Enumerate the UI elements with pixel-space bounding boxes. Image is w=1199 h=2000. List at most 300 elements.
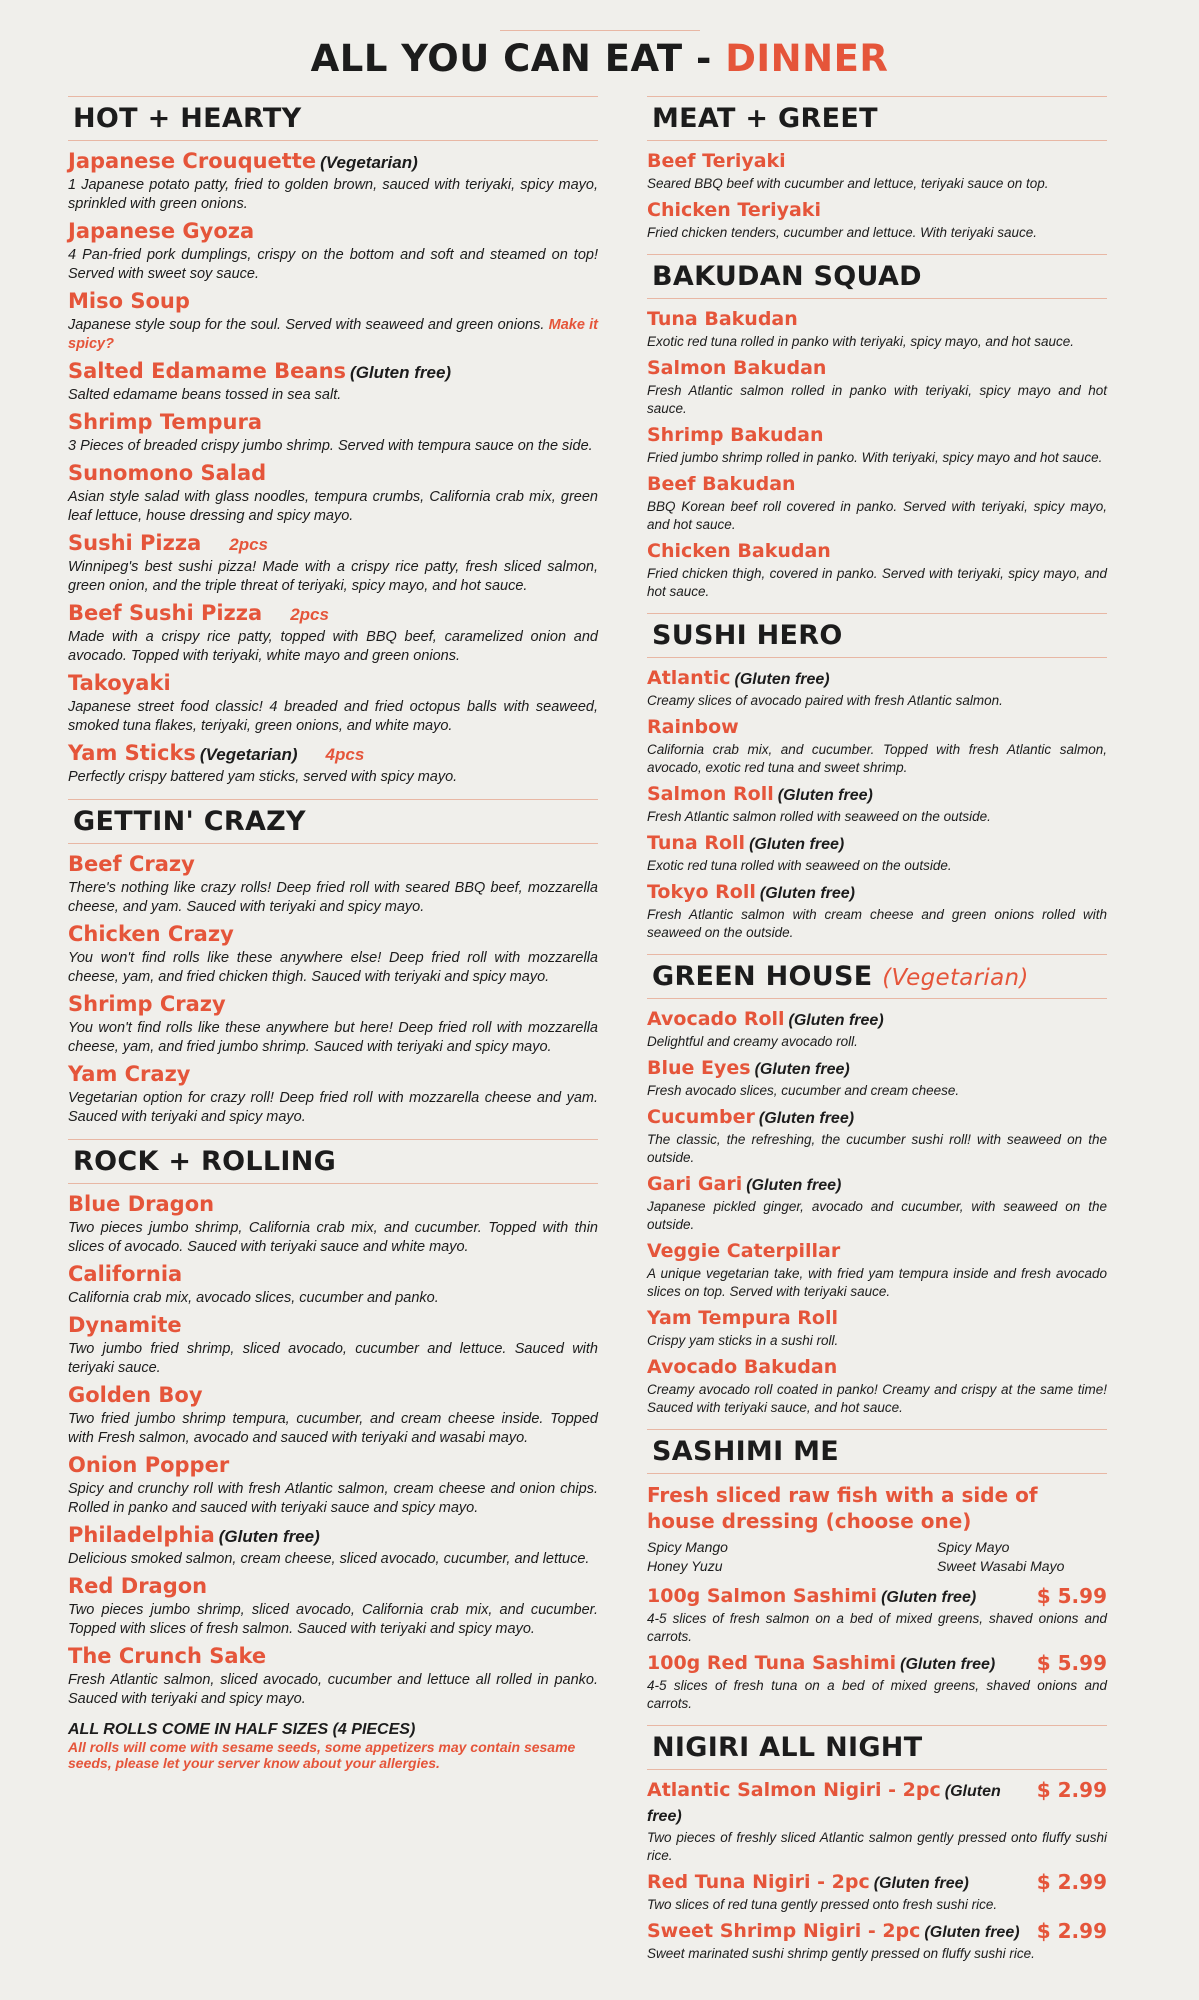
item-description-text: BBQ Korean beef roll covered in panko. Served with teriyaki, spicy mayo, and hot sauce.: [647, 499, 1107, 532]
section-title-text: SUSHI HERO: [652, 620, 843, 651]
item-name: Dynamite: [68, 1313, 182, 1337]
menu-section: [647, 1725, 1107, 1963]
menu-item: [647, 1056, 1107, 1100]
menu-item: [647, 666, 1107, 710]
item-tag: (Gluten free): [900, 1656, 996, 1673]
item-description: [68, 1601, 598, 1639]
item-description: [647, 175, 1107, 193]
menu-item: [647, 1239, 1107, 1301]
item-name: Sweet Shrimp Nigiri - 2pc: [647, 1920, 921, 1942]
menu-item: [647, 1172, 1107, 1234]
dressing-option: Honey Yuzu: [647, 1558, 723, 1574]
item-description: [68, 1289, 598, 1308]
menu-item: [68, 410, 598, 456]
item-tag: (Gluten free): [881, 1589, 977, 1606]
title-accent: DINNER: [725, 37, 889, 80]
sashimi-intro: Fresh sliced raw fish with a side of house dressing (choose one): [647, 1483, 1038, 1533]
item-description-text: 4-5 slices of fresh tuna on a bed of mixed greens, shaved onions and carrots.: [647, 1678, 1107, 1711]
menu-item-header: [647, 1870, 1107, 1896]
item-quantity: 4pcs: [325, 745, 365, 764]
item-description-text: Japanese style soup for the soul. Served with seaweed and green onions.: [68, 317, 545, 333]
title-main: ALL YOU CAN EAT -: [310, 37, 726, 80]
section-header: [68, 1139, 598, 1184]
item-description-text: Seared BBQ beef with cucumber and lettuce, teriyaki sauce on top.: [647, 176, 1049, 191]
item-description: [68, 949, 598, 987]
item-description-text: Creamy slices of avocado paired with fresh Atlantic salmon.: [647, 693, 1003, 708]
menu-section: [647, 96, 1107, 242]
item-description: [68, 1340, 598, 1378]
menu-item: [68, 1313, 598, 1378]
item-description-text: You won't find rolls like these anywhere but here! Deep fried roll with mozzarella cheese, yam, and fried jumbo shrimp. Sauced with teriyaki and spicy mayo.: [68, 1020, 598, 1055]
item-description: [68, 1089, 598, 1127]
item-description: [68, 698, 598, 736]
item-description: [647, 1198, 1107, 1234]
item-name: Beef Bakudan: [647, 473, 796, 495]
item-description: [647, 1945, 1107, 1963]
item-tag: (Gluten free): [350, 363, 452, 382]
menu-item-header: [68, 1262, 598, 1289]
item-description: [647, 692, 1107, 710]
item-name: Takoyaki: [68, 671, 171, 695]
item-name: Tuna Bakudan: [647, 308, 798, 330]
item-description-text: Fried chicken tenders, cucumber and lettuce. With teriyaki sauce.: [647, 225, 1038, 240]
menu-item: [68, 1192, 598, 1257]
item-name: Atlantic Salmon Nigiri - 2pc: [647, 1779, 941, 1801]
item-description-text: 3 Pieces of breaded crispy jumbo shrimp. Served with tempura sauce on the side.: [68, 438, 593, 454]
menu-item: [68, 1453, 598, 1518]
item-name: Shrimp Bakudan: [647, 424, 824, 446]
item-name: Cucumber: [647, 1106, 755, 1128]
menu-item: [647, 1105, 1107, 1167]
item-price: $ 5.99: [1036, 1651, 1107, 1675]
menu-item-header: [647, 1239, 1107, 1265]
menu-section: [647, 254, 1107, 601]
item-name: Rainbow: [647, 716, 739, 738]
item-description-text: Made with a crispy rice patty, topped with BBQ beef, caramelized onion and avocado. Topped with teriyaki, white mayo and green onions.: [68, 629, 598, 664]
item-name: Red Tuna Nigiri - 2pc: [647, 1871, 870, 1893]
item-name: Veggie Caterpillar: [647, 1240, 841, 1262]
item-description: [68, 1019, 598, 1057]
item-description: [68, 437, 598, 456]
item-tag: (Vegetarian): [199, 745, 298, 764]
item-description: [68, 628, 598, 666]
item-name: Blue Eyes: [647, 1057, 751, 1079]
item-description-text: Exotic red tuna rolled in panko with teriyaki, spicy mayo, and hot sauce.: [647, 334, 1074, 349]
menu-item-header: [647, 472, 1107, 498]
item-description: [68, 879, 598, 917]
item-name: Yam Sticks: [68, 741, 196, 765]
menu-item: [68, 1523, 598, 1569]
item-name: Miso Soup: [68, 289, 190, 313]
item-name: Tokyo Roll: [647, 881, 756, 903]
menu-item-header: [68, 1313, 598, 1340]
section-header: [68, 96, 598, 141]
menu-item-header: [68, 531, 598, 558]
item-description-text: Fresh Atlantic salmon, sliced avocado, cucumber and lettuce all rolled in panko. Sauced with teriyaki and spicy mayo.: [68, 1672, 598, 1707]
menu-item-header: [68, 1453, 598, 1480]
item-name: Salmon Roll: [647, 783, 774, 805]
item-description: [68, 558, 598, 596]
menu-section: [647, 613, 1107, 942]
item-description-text: Perfectly crispy battered yam sticks, served with spicy mayo.: [68, 769, 458, 785]
item-description: [68, 1550, 598, 1569]
menu-item: [647, 423, 1107, 467]
item-description-text: Japanese street food classic! 4 breaded and fried octopus balls with seaweed, smoked tuna flakes, teriyaki, green onions, and white mayo.: [68, 699, 598, 734]
item-name: Sunomono Salad: [68, 461, 267, 485]
item-name: Beef Teriyaki: [647, 150, 786, 172]
item-description: [647, 1131, 1107, 1167]
menu-item: [647, 149, 1107, 193]
item-price: $ 2.99: [1036, 1778, 1107, 1802]
item-price: $ 2.99: [1036, 1870, 1107, 1894]
item-name: The Crunch Sake: [68, 1644, 267, 1668]
item-name: Salmon Bakudan: [647, 357, 827, 379]
dressing-option: Sweet Wasabi Mayo: [937, 1558, 1065, 1574]
section-header: [647, 1429, 1107, 1474]
menu-item-header: [647, 1306, 1107, 1332]
item-name: California: [68, 1262, 183, 1286]
item-description: [68, 768, 598, 787]
item-description-text: Japanese pickled ginger, avocado and cucumber, with seaweed on the outside.: [647, 1199, 1107, 1232]
item-description-text: Crispy yam sticks in a sushi roll.: [647, 1333, 839, 1348]
section-header: [647, 613, 1107, 658]
section-title: [73, 806, 593, 837]
item-tag: (Gluten free): [734, 671, 830, 688]
menu-item-header: [68, 1192, 598, 1219]
menu-item: [68, 992, 598, 1057]
item-description: [647, 1332, 1107, 1350]
item-description-text: Creamy avocado roll coated in panko! Creamy and crispy at the same time! Sauced with teriyaki sauce, and hot sauce.: [647, 1382, 1107, 1415]
item-name: Chicken Crazy: [68, 922, 234, 946]
menu-item-header: [68, 410, 598, 437]
item-description-text: 4-5 slices of fresh salmon on a bed of mixed greens, shaved onions and carrots.: [647, 1611, 1107, 1644]
menu-item-header: [647, 1172, 1107, 1198]
menu-item-header: [647, 782, 1107, 808]
item-description-text: The classic, the refreshing, the cucumber sushi roll! with seaweed on the outside.: [647, 1132, 1107, 1165]
menu-item: [647, 1651, 1107, 1713]
menu-item-header: [647, 198, 1107, 224]
item-description: [68, 246, 598, 284]
item-description-text: Exotic red tuna rolled with seaweed on the outside.: [647, 858, 952, 873]
section-title-text: BAKUDAN SQUAD: [652, 261, 922, 292]
menu-item: [647, 307, 1107, 351]
item-name: Yam Tempura Roll: [647, 1307, 839, 1329]
section-title: [652, 961, 1102, 992]
section-title-text: ROCK + ROLLING: [73, 1146, 337, 1177]
dressing-options: [647, 1538, 1107, 1576]
item-description-text: California crab mix, avocado slices, cucumber and panko.: [68, 1290, 439, 1306]
menu-item-header: [68, 1383, 598, 1410]
menu-item-header: [647, 423, 1107, 449]
section-header: [647, 1725, 1107, 1770]
item-name: Sushi Pizza: [68, 531, 202, 555]
item-name: Avocado Bakudan: [647, 1356, 838, 1378]
menu-section: [647, 1429, 1107, 1713]
item-name: Onion Popper: [68, 1453, 230, 1477]
section-title: [652, 1436, 1102, 1467]
item-tag: (Gluten free): [218, 1527, 320, 1546]
item-description-text: Fresh Atlantic salmon rolled with seaweed on the outside.: [647, 809, 991, 824]
item-tag: (Gluten free): [749, 836, 845, 853]
menu-item: [647, 1919, 1107, 1963]
item-description: [68, 176, 598, 214]
item-description: [647, 1829, 1107, 1865]
menu-section: [68, 96, 598, 787]
menu-item: [647, 472, 1107, 534]
menu-item-header: [68, 1062, 598, 1089]
item-description-text: You won't find rolls like these anywhere else! Deep fried roll with mozzarella cheese, yam, and fried chicken thigh. Sauced with teriyaki and spicy mayo.: [68, 950, 598, 985]
item-tag: (Gluten free): [754, 1061, 850, 1078]
menu-item: [68, 1644, 598, 1709]
item-description: [68, 1410, 598, 1448]
menu-item-header: [68, 1574, 598, 1601]
item-name: Salted Edamame Beans: [68, 359, 347, 383]
menu-item-header: [68, 461, 598, 488]
item-description: [647, 1033, 1107, 1051]
menu-item: [647, 1306, 1107, 1350]
menu-item-header: [647, 1919, 1107, 1945]
item-description: [647, 498, 1107, 534]
title-rule-top: [500, 30, 700, 31]
item-tag: (Gluten free): [758, 1110, 855, 1127]
item-description-text: Vegetarian option for crazy roll! Deep fried roll with mozzarella cheese and yam. Sauced with teriyaki and spicy mayo.: [68, 1090, 598, 1125]
item-description-text: Salted edamame beans tossed in sea salt.: [68, 387, 342, 403]
menu-item-header: [647, 307, 1107, 333]
menu-item-header: [68, 601, 598, 628]
item-name: Tuna Roll: [647, 832, 746, 854]
item-description: [68, 386, 598, 405]
item-description-text: Sweet marinated sushi shrimp gently pressed on fluffy sushi rice.: [647, 1946, 1035, 1961]
item-name: Golden Boy: [68, 1383, 203, 1407]
menu-item-header: [647, 715, 1107, 741]
section-title: [73, 103, 593, 134]
item-description: [647, 1082, 1107, 1100]
item-description: [647, 741, 1107, 777]
menu-item-header: [647, 1007, 1107, 1033]
menu-item-header: [68, 1644, 598, 1671]
item-description: [647, 906, 1107, 942]
menu-item: [647, 880, 1107, 942]
menu-item: [647, 715, 1107, 777]
menu-item: [68, 1262, 598, 1308]
section-header: [647, 96, 1107, 141]
menu-item-header: [68, 922, 598, 949]
item-description: [68, 1219, 598, 1257]
menu-item-header: [68, 149, 598, 176]
item-description: [647, 565, 1107, 601]
menu-item: [68, 461, 598, 526]
menu-item-header: [647, 1355, 1107, 1381]
menu-item: [647, 539, 1107, 601]
menu-item: [68, 219, 598, 284]
item-description-text: Asian style salad with glass noodles, tempura crumbs, California crab mix, green leaf lettuce, house dressing and spicy mayo.: [68, 489, 598, 524]
item-description-text: Two pieces jumbo shrimp, sliced avocado, California crab mix, and cucumber. Topped with slices of fresh salmon. Sauced with teriyaki and spicy mayo.: [68, 1602, 598, 1637]
menu-item: [68, 741, 598, 787]
item-name: Japanese Crouquette: [68, 149, 317, 173]
section-title-note: (Vegetarian): [882, 965, 1029, 991]
section-title-text: GREEN HOUSE: [652, 961, 873, 992]
section-title: [652, 1732, 1102, 1763]
item-description: [68, 1480, 598, 1518]
item-description-text: Fried chicken thigh, covered in panko. Served with teriyaki, spicy mayo, and hot sauce.: [647, 566, 1107, 599]
menu-item: [68, 852, 598, 917]
menu-item-header: [647, 880, 1107, 906]
section-header: [68, 799, 598, 844]
item-name: Avocado Roll: [647, 1008, 785, 1030]
item-tag: (Gluten free): [873, 1875, 969, 1892]
menu-section: [68, 1139, 598, 1709]
item-description: [647, 1677, 1107, 1713]
item-description: [647, 449, 1107, 467]
menu-item: [647, 1870, 1107, 1914]
item-description-text: Delightful and creamy avocado roll.: [647, 1034, 858, 1049]
item-description-text: Fresh Atlantic salmon rolled in panko with teriyaki, spicy mayo and hot sauce.: [647, 383, 1107, 416]
item-description: [647, 224, 1107, 242]
item-description-text: Two pieces jumbo shrimp, California crab mix, and cucumber. Topped with thin slices of avocado. Sauced with teriyaki sauce and white mayo.: [68, 1220, 598, 1255]
menu-item-header: [647, 149, 1107, 175]
item-description: [647, 1896, 1107, 1914]
left-column: [68, 96, 598, 1771]
section-title-text: HOT + HEARTY: [73, 103, 302, 134]
menu-item-header: [68, 741, 598, 768]
item-name: Chicken Bakudan: [647, 540, 831, 562]
menu-item-header: [647, 1056, 1107, 1082]
menu-item-header: [68, 359, 598, 386]
page-title: [0, 37, 1199, 80]
menu-item: [68, 922, 598, 987]
item-description-text: Fried jumbo shrimp rolled in panko. With teriyaki, spicy mayo and hot sauce.: [647, 450, 1103, 465]
item-tag: (Gluten free): [777, 787, 873, 804]
menu-item-header: [647, 539, 1107, 565]
section-title: [652, 620, 1102, 651]
menu-item-header: [68, 289, 598, 316]
item-tag: (Vegetarian): [320, 153, 418, 172]
item-description-text: Delicious smoked salmon, cream cheese, sliced avocado, cucumber, and lettuce.: [68, 1551, 590, 1567]
item-name: Shrimp Crazy: [68, 992, 226, 1016]
item-name: Philadelphia: [68, 1523, 215, 1547]
spicy-option: Make it spicy?: [68, 317, 598, 352]
rolls-note-title: ALL ROLLS COME IN HALF SIZES (4 PIECES): [68, 1721, 416, 1738]
item-description: [647, 1265, 1107, 1301]
item-description-text: Spicy and crunchy roll with fresh Atlantic salmon, cream cheese and onion chips. Rolled in panko and sauced with teriyaki sauce and spicy mayo.: [68, 1481, 598, 1516]
menu-item: [68, 601, 598, 666]
section-header: [647, 954, 1107, 999]
section-title-text: SASHIMI ME: [652, 1436, 840, 1467]
item-description: [647, 808, 1107, 826]
menu-item-header: [68, 992, 598, 1019]
item-name: Shrimp Tempura: [68, 410, 263, 434]
menu-item-header: [68, 1523, 598, 1550]
item-tag: (Gluten free): [647, 1783, 1001, 1825]
menu-item-header: [647, 356, 1107, 382]
menu-item: [68, 359, 598, 405]
menu-item-header: [647, 666, 1107, 692]
item-name: Gari Gari: [647, 1173, 743, 1195]
item-description-text: Two pieces of freshly sliced Atlantic salmon gently pressed onto fluffy sushi rice.: [647, 1830, 1107, 1863]
menu-item: [68, 1062, 598, 1127]
item-description: [647, 857, 1107, 875]
item-description-text: A unique vegetarian take, with fried yam tempura inside and fresh avocado slices on top. Served with teriyaki sauce.: [647, 1266, 1107, 1299]
item-description-text: California crab mix, and cucumber. Topped with fresh Atlantic salmon, avocado, exotic red tuna and sweet shrimp.: [647, 742, 1107, 775]
menu-item-header: [68, 671, 598, 698]
section-title-text: NIGIRI ALL NIGHT: [652, 1732, 923, 1763]
menu-item: [68, 289, 598, 354]
item-description: [647, 382, 1107, 418]
item-description-text: 1 Japanese potato patty, fried to golden brown, sauced with teriyaki, spicy mayo, sprinkled with green onions.: [68, 177, 598, 212]
menu-item-header: [647, 1105, 1107, 1131]
item-name: 100g Red Tuna Sashimi: [647, 1652, 897, 1674]
menu-item: [647, 831, 1107, 875]
item-description-text: Two fried jumbo shrimp tempura, cucumber, and cream cheese inside. Topped with Fresh salmon, avocado and sauced with teriyaki and wasabi mayo.: [68, 1411, 598, 1446]
item-description: [647, 333, 1107, 351]
menu-item: [647, 1778, 1107, 1865]
item-tag: (Gluten free): [759, 885, 856, 902]
section-header: [647, 254, 1107, 299]
menu-item-header: [68, 852, 598, 879]
item-description: [68, 316, 598, 354]
item-description-text: 4 Pan-fried pork dumplings, crispy on the bottom and soft and steamed on top! Served with sweet soy sauce.: [68, 247, 598, 282]
item-name: Red Dragon: [68, 1574, 208, 1598]
item-tag: (Gluten free): [924, 1924, 1020, 1941]
item-description-text: There's nothing like crazy rolls! Deep fried roll with seared BBQ beef, mozzarella cheese, and yam. Sauced with teriyaki and spicy mayo.: [68, 880, 598, 915]
item-tag: (Gluten free): [746, 1177, 842, 1194]
menu-item: [68, 1574, 598, 1639]
item-description: [68, 488, 598, 526]
menu-item: [68, 1383, 598, 1448]
item-quantity: 2pcs: [290, 605, 329, 624]
menu-item: [647, 1584, 1107, 1646]
menu-item: [68, 671, 598, 736]
item-description: [647, 1381, 1107, 1417]
menu-item: [647, 1007, 1107, 1051]
section-title-text: GETTIN' CRAZY: [73, 806, 306, 837]
section-title: [652, 103, 1102, 134]
menu-item-header: [647, 831, 1107, 857]
item-name: Beef Crazy: [68, 852, 195, 876]
item-description-text: Fresh Atlantic salmon with cream cheese and green onions rolled with seaweed on the outside.: [647, 907, 1107, 940]
item-name: Atlantic: [647, 667, 731, 689]
menu-item-header: [647, 1651, 1107, 1677]
item-name: Blue Dragon: [68, 1192, 215, 1216]
menu-item: [647, 198, 1107, 242]
menu-item: [647, 782, 1107, 826]
item-description: [647, 1610, 1107, 1646]
menu-item: [647, 356, 1107, 418]
menu-item-header: [647, 1778, 1107, 1829]
item-description-text: Winnipeg's best sushi pizza! Made with a crispy rice patty, fresh sliced salmon, green onion, and the triple threat of teriyaki, spicy mayo, and hot sauce.: [68, 559, 598, 594]
item-name: Japanese Gyoza: [68, 219, 255, 243]
menu-item: [647, 1355, 1107, 1417]
item-name: Yam Crazy: [68, 1062, 191, 1086]
item-description-text: Two slices of red tuna gently pressed onto fresh sushi rice.: [647, 1897, 998, 1912]
section-title-text: MEAT + GREET: [652, 103, 878, 134]
allergy-note: All rolls will come with sesame seeds, some appetizers may contain sesame seeds, please let your server know about your allergies.: [68, 1739, 576, 1771]
item-quantity: 2pcs: [229, 535, 268, 554]
menu-section: [68, 799, 598, 1127]
dressing-option: Spicy Mayo: [937, 1539, 1010, 1555]
item-name: 100g Salmon Sashimi: [647, 1585, 878, 1607]
menu-item-header: [68, 219, 598, 246]
item-price: $ 5.99: [1036, 1584, 1107, 1608]
right-column: [647, 96, 1107, 1975]
section-title: [652, 261, 1102, 292]
menu-section: [647, 954, 1107, 1417]
menu-item-header: [647, 1584, 1107, 1610]
menu-item: [68, 531, 598, 596]
menu-item: [68, 149, 598, 214]
section-title: [73, 1146, 593, 1177]
item-tag: (Gluten free): [788, 1012, 884, 1029]
